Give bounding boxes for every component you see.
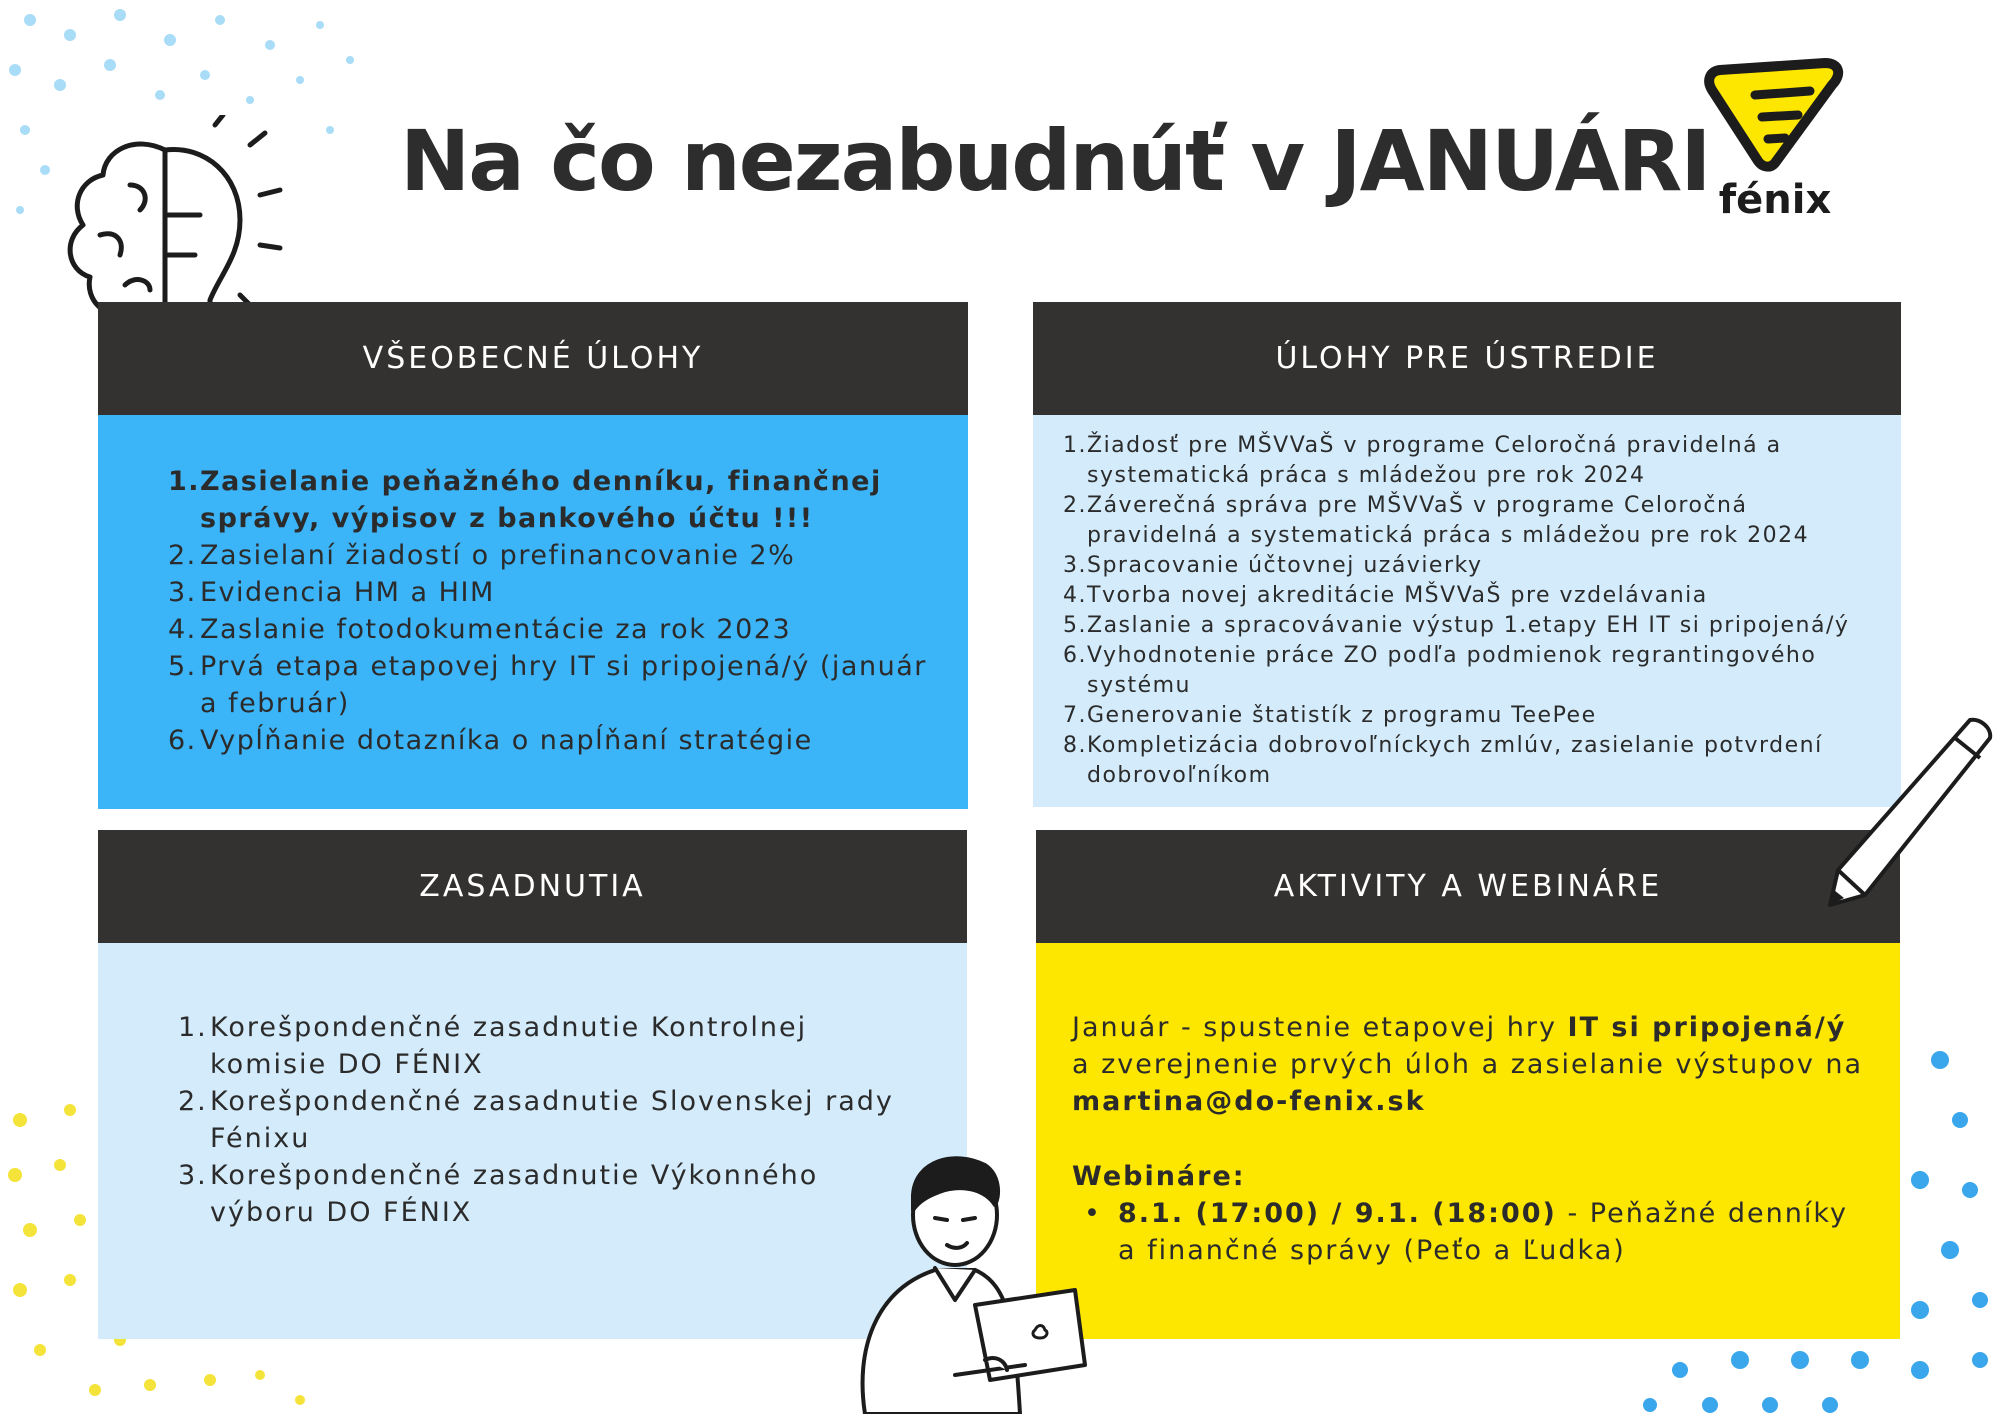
list-item: 7. Generovanie štatistík z programu TeePee (1063, 703, 1597, 728)
list-item: 3. Spracovanie účtovnej uzávierky (1063, 553, 1483, 578)
list-item: • 8.1. (17:00) / 9.1. (18:00) - Peňažné denníky a finančné správy (Peťo a Ľudka) (1084, 1195, 1870, 1269)
general-tasks-list (168, 463, 928, 759)
list-item: 4. Zaslanie fotodokumentácie za rok 2023 (168, 614, 792, 645)
email-link[interactable]: martina@do-fenix.sk (1072, 1086, 1426, 1117)
list-item: 1. Zasielanie peňažného denníku, finančnej správy, výpisov z bankového účtu !!! (168, 466, 882, 534)
fenix-logo (1700, 55, 1850, 245)
webinars-label: Webináre: (1072, 1161, 1246, 1192)
meetings-heading: ZASADNUTIA (98, 830, 967, 943)
list-item: 6. Vypĺňanie dotazníka o napĺňaní stratégie (168, 725, 813, 756)
general-tasks-panel (98, 302, 968, 809)
list-item: 1. Žiadosť pre MŠVVaŠ v programe Celoročná pravidelná a systematická práca s mládežou pre rok 2024 (1063, 433, 1782, 488)
page-title: Na čo nezabudnúť v JANUÁRI (400, 112, 1710, 210)
list-item: 3. Evidencia HM a HIM (168, 577, 495, 608)
general-tasks-heading: VŠEOBECNÉ ÚLOHY (98, 302, 968, 415)
fenix-logo-text: fénix (1718, 177, 1832, 223)
list-item: 8. Kompletizácia dobrovoľníckych zmlúv, zasielanie potvrdení dobrovoľníkom (1063, 733, 1823, 788)
list-item: 5. Prvá etapa etapovej hry IT si pripojená/ý (január a február) (168, 651, 927, 719)
hq-tasks-panel (1033, 302, 1901, 807)
activities-heading: AKTIVITY A WEBINÁRE (1036, 830, 1900, 943)
list-item: 2. Záverečná správa pre MŠVVaŠ v programe Celoročná pravidelná a systematická práca s mládežou pre rok 2024 (1063, 493, 1810, 548)
person-with-laptop-icon (835, 1140, 1105, 1414)
pencil-icon (1820, 710, 2000, 910)
list-item: 2. Zasielaní žiadostí o prefinancovanie 2% (168, 540, 796, 571)
list-item: 2. Korešpondenčné zasadnutie Slovenskej rady Fénixu (178, 1086, 894, 1154)
meetings-list (178, 1009, 918, 1231)
fenix-logo-icon (1700, 55, 1850, 175)
list-item: 6. Vyhodnotenie práce ZO podľa podmienok regrantingového systému (1063, 643, 1817, 698)
webinars-list (1072, 1195, 1870, 1269)
list-item: 5. Zaslanie a spracovávanie výstup 1.etapy EH IT si pripojená/ý (1063, 613, 1850, 638)
list-item: 3. Korešpondenčné zasadnutie Výkonného výboru DO FÉNIX (178, 1160, 819, 1228)
list-item: 4. Tvorba novej akreditácie MŠVVaŠ pre vzdelávania (1063, 583, 1708, 608)
hq-tasks-heading: ÚLOHY PRE ÚSTREDIE (1033, 302, 1901, 415)
activities-intro: Január - spustenie etapovej hry IT si pripojená/ý a zverejnenie prvých úloh a zasielanie výstupov na martina@do-fenix.sk (1072, 1012, 1864, 1117)
hq-tasks-list (1063, 431, 1887, 791)
activities-panel (1036, 830, 1900, 1339)
list-item: 1. Korešpondenčné zasadnutie Kontrolnej komisie DO FÉNIX (178, 1012, 808, 1080)
